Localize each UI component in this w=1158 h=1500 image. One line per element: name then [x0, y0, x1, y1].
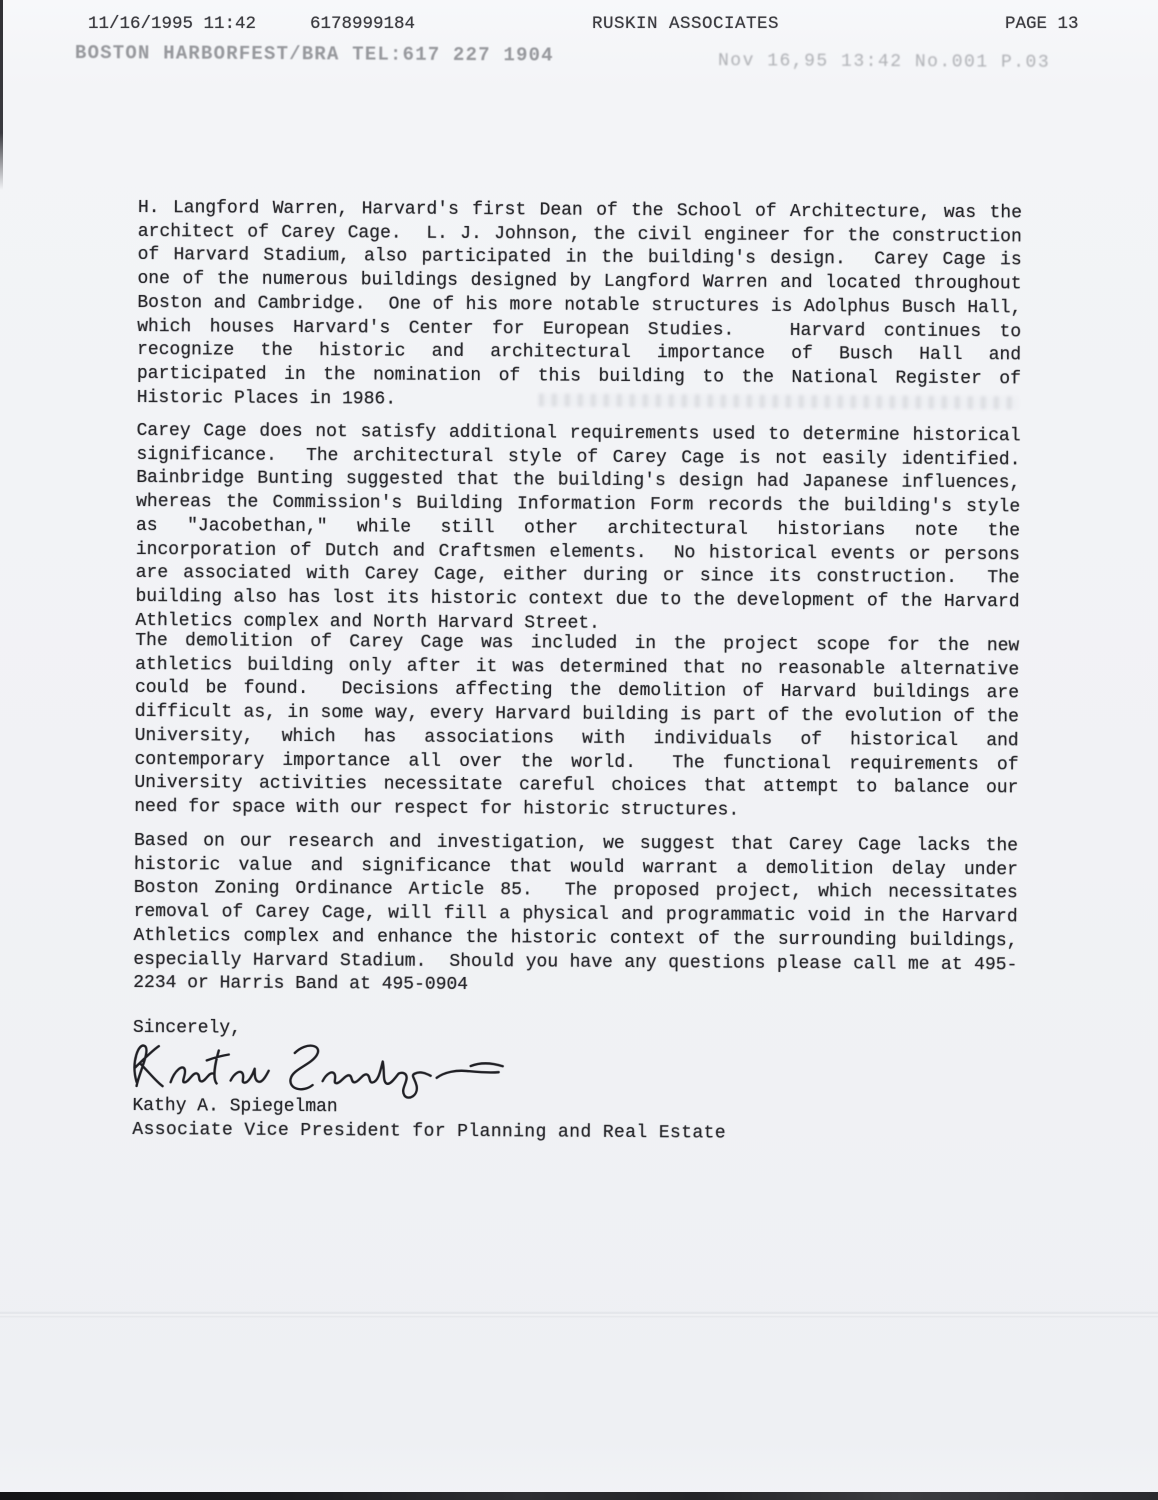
paragraph — [134, 630, 1019, 825]
text-line: are associated with Carey Cage, either during or since its construction. The — [135, 563, 1020, 589]
text-line: incorporation of Dutch and Craftsmen elements. No historical events or persons — [135, 539, 1020, 565]
closing-salutation: Sincerely, — [132, 1017, 242, 1039]
text-line: removal of Carey Cage, will fill a physical and programmatic void in the Harvard — [133, 902, 1018, 928]
fax-page-label: PAGE 13 — [1005, 14, 1079, 34]
text-line: H. Langford Warren, Harvard's first Dean of the School of Architecture, was the — [137, 197, 1022, 224]
text-line: athletics building only after it was determined that no reasonable alternative — [135, 654, 1020, 681]
text-line: as "Jacobethan," while still other architectural historians note the — [135, 515, 1021, 542]
paper-crease — [0, 1311, 1158, 1318]
text-line: architect of Carey Cage. L. J. Johnson, the civil engineer for the construction — [137, 221, 1022, 248]
text-line: one of the numerous buildings designed by Langford Warren and located throughout — [137, 269, 1022, 295]
text-line: especially Harvard Stadium. Should you have any questions please call me at 495- — [133, 949, 1018, 975]
fax-sender-name: RUSKIN ASSOCIATES — [592, 14, 780, 34]
fax-stamp-right: Nov 16,95 13:42 No.001 P.03 — [717, 51, 1051, 73]
signer-title: Associate Vice President for Planning and Real Estate — [132, 1119, 727, 1144]
text-line: Carey Cage does not satisfy additional requirements used to determine historical — [136, 420, 1021, 447]
text-line: Athletics complex and North Harvard Street. — [135, 610, 600, 634]
scan-bottom-bar-artifact — [0, 1492, 1158, 1500]
paragraph — [133, 830, 1018, 1001]
text-line: Athletics complex and enhance the historic context of the surrounding buildings, — [133, 925, 1018, 952]
text-line: Boston and Cambridge. One of his more notable structures is Adolphus Busch Hall, — [137, 292, 1022, 319]
text-line: recognize the historic and architectural importance of Busch Hall and — [137, 340, 1022, 366]
fax-datetime: 11/16/1995 11:42 — [88, 14, 257, 34]
text-line: The demolition of Carey Cage was included in the project scope for the new — [135, 630, 1020, 657]
signer-name: Kathy A. Spiegelman — [132, 1095, 338, 1118]
fax-number: 6178999184 — [310, 14, 416, 34]
text-line: Based on our research and investigation, we suggest that Carey Cage lacks the — [134, 830, 1019, 857]
fax-stamp-left: BOSTON HARBORFEST/BRA TEL:617 227 1904 — [74, 42, 554, 67]
text-line: building also has lost its historic context due to the development of the Harvard — [135, 586, 1020, 613]
text-line: Historic Places in 1986. — [136, 387, 397, 410]
text-line: of Harvard Stadium, also participated in the building's design. Carey Cage is — [137, 245, 1022, 271]
text-line: which houses Harvard's Center for European Studies. Harvard continues to — [137, 316, 1022, 342]
text-line: could be found. Decisions affecting the demolition of Harvard buildings are — [134, 678, 1020, 704]
text-line: Bainbridge Bunting suggested that the building's design had Japanese influences, — [136, 468, 1021, 494]
text-line: whereas the Commission's Building Information Form records the building's style — [136, 492, 1021, 518]
text-line: University activities necessitate careful choices that attempt to balance our — [134, 773, 1019, 799]
text-line: University, which has associations with individuals of historical and — [134, 725, 1019, 752]
text-line: need for space with our respect for historic structures. — [134, 796, 740, 821]
text-line: participated in the nomination of this building to the National Register of — [136, 363, 1021, 390]
text-line: historic value and significance that would warrant a demolition delay under — [133, 854, 1018, 881]
text-line: contemporary importance all over the world. The functional requirements of — [134, 749, 1019, 775]
text-line: difficult as, in some way, every Harvard building is part of the evolution of the — [134, 702, 1019, 728]
handwritten-signature — [127, 1036, 517, 1102]
text-line: significance. The architectural style of Carey Cage is not easily identified. — [136, 444, 1021, 471]
text-line: Boston Zoning Ordinance Article 85. The proposed project, which necessitates — [133, 878, 1018, 904]
text-line: 2234 or Harris Band at 495-0904 — [133, 973, 469, 996]
paragraph — [137, 197, 1022, 416]
paragraph — [135, 420, 1020, 639]
